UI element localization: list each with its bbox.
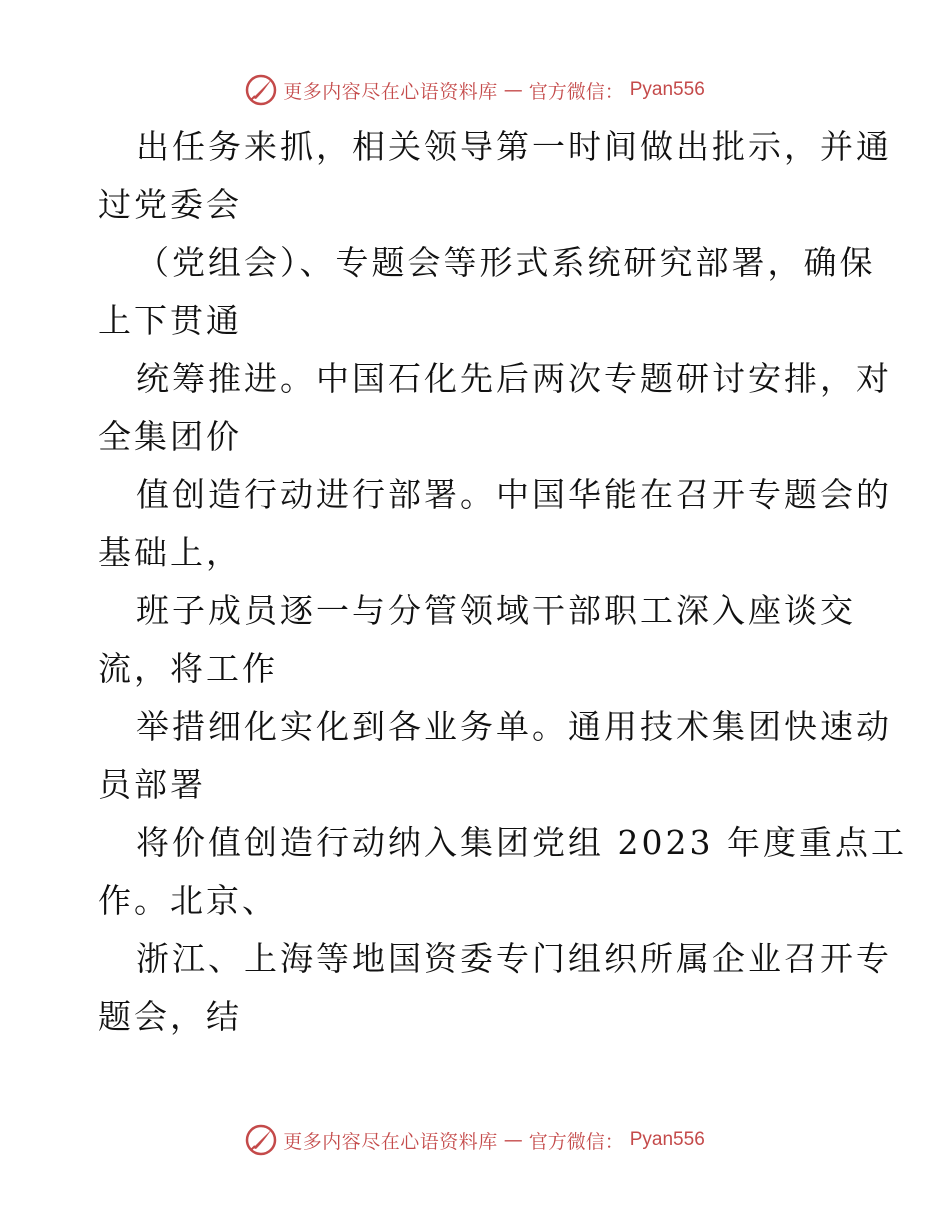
text-line: 将价值创造行动纳入集团党组 2023 年度重点工 [136, 823, 907, 862]
text-line: 举措细化实化到各业务单。通用技术集团快速动 [136, 707, 892, 746]
text-line: 题会，结 [98, 997, 242, 1036]
document-body [98, 118, 907, 1046]
quill-logo-icon [245, 1124, 277, 1156]
text-line: 值创造行动进行部署。中国华能在召开专题会的 [136, 475, 892, 514]
header-brand-text: 更多内容尽在心语资料库 [283, 80, 498, 103]
text-line: 过党委会 [98, 185, 242, 224]
footer-wechat-label: 官方微信： [528, 1130, 624, 1153]
text-line: 全集团价 [98, 417, 242, 456]
footer-brand [245, 1124, 705, 1156]
text-line: 班子成员逐一与分管领域干部职工深入座谈交 [136, 591, 856, 630]
text-line: 浙江、上海等地国资委专门组织所属企业召开专 [136, 939, 892, 978]
header-wechat-label: 官方微信： [528, 80, 624, 103]
footer-brand-text: 更多内容尽在心语资料库 [283, 1130, 498, 1153]
text-line: 基础上， [98, 533, 242, 572]
header-wechat-id: Pyan556 [629, 79, 705, 100]
text-line: 作。北京、 [98, 881, 278, 920]
text-line: 统筹推进。中国石化先后两次专题研讨安排，对 [136, 359, 892, 398]
quill-logo-icon [245, 74, 277, 106]
header-dash: — [503, 79, 523, 101]
page-header [0, 70, 950, 110]
header-brand [245, 74, 705, 106]
text-line: 流，将工作 [98, 649, 278, 688]
text-line: 上下贯通 [98, 301, 242, 340]
text-line: 员部署 [98, 765, 206, 804]
text-line: （党组会）、专题会等形式系统研究部署，确保 [136, 243, 876, 282]
footer-dash: — [503, 1129, 523, 1151]
text-line: 出任务来抓，相关领导第一时间做出批示，并通 [136, 127, 892, 166]
page-footer [0, 1120, 950, 1160]
footer-wechat-id: Pyan556 [629, 1129, 705, 1150]
